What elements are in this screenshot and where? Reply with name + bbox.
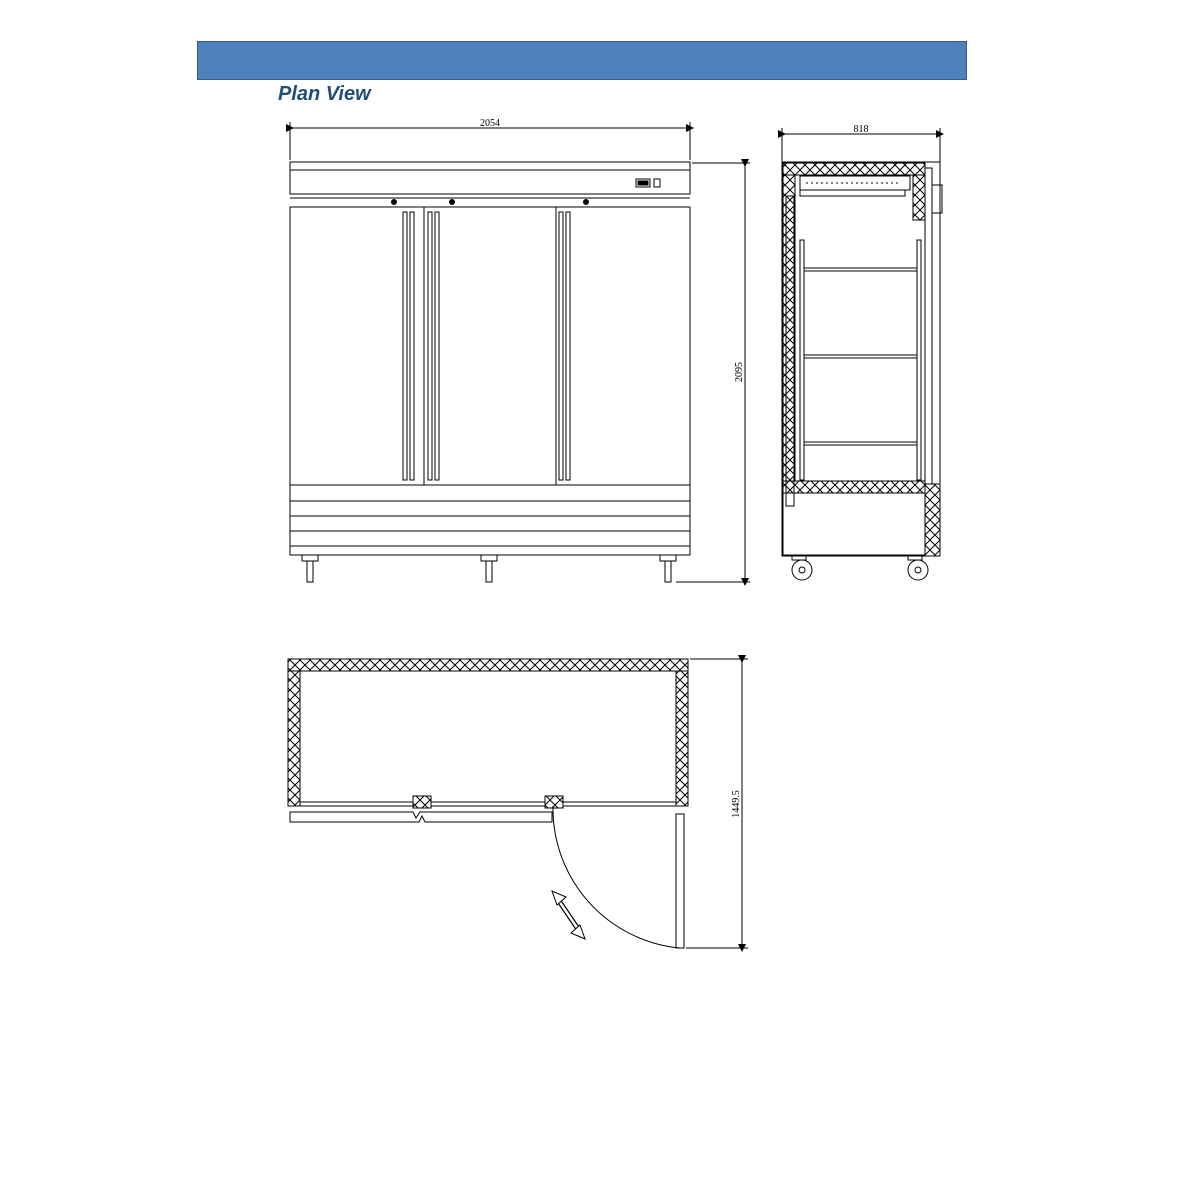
control-panel — [636, 179, 660, 187]
plan-wall-right — [676, 671, 688, 806]
evaporator — [800, 176, 910, 196]
front-height-label: 2095 — [734, 362, 745, 382]
plan-depth-dimension — [686, 659, 748, 948]
insulation-bottom — [783, 481, 925, 493]
front-width-label: 2054 — [480, 118, 500, 129]
section-title: Plan View — [278, 83, 371, 105]
side-casters — [792, 555, 928, 580]
insulation-back — [783, 163, 795, 493]
swing-arrow-icon — [552, 891, 585, 939]
front-height-dimension — [676, 163, 750, 582]
door-handles — [403, 212, 570, 480]
plan-wall-back — [288, 659, 688, 671]
plan-wall-left — [288, 671, 300, 806]
door-right — [556, 207, 690, 485]
side-door — [925, 168, 932, 484]
side-section-view — [782, 124, 942, 580]
front-casters — [302, 555, 676, 582]
door-swing-arc — [553, 806, 680, 948]
front-view — [290, 118, 750, 582]
plan-open-door — [676, 814, 684, 948]
plan-view — [288, 659, 748, 948]
door-center — [424, 207, 556, 485]
side-depth-label: 818 — [853, 124, 869, 135]
shelves — [800, 240, 921, 480]
front-width-dimension — [290, 118, 690, 160]
plan-closed-doors — [290, 812, 552, 822]
insulation-top — [783, 163, 925, 175]
door-left — [290, 207, 424, 485]
base-grille — [290, 485, 690, 555]
side-depth-dimension — [782, 124, 940, 162]
plan-depth-label: 1449.5 — [731, 790, 742, 818]
